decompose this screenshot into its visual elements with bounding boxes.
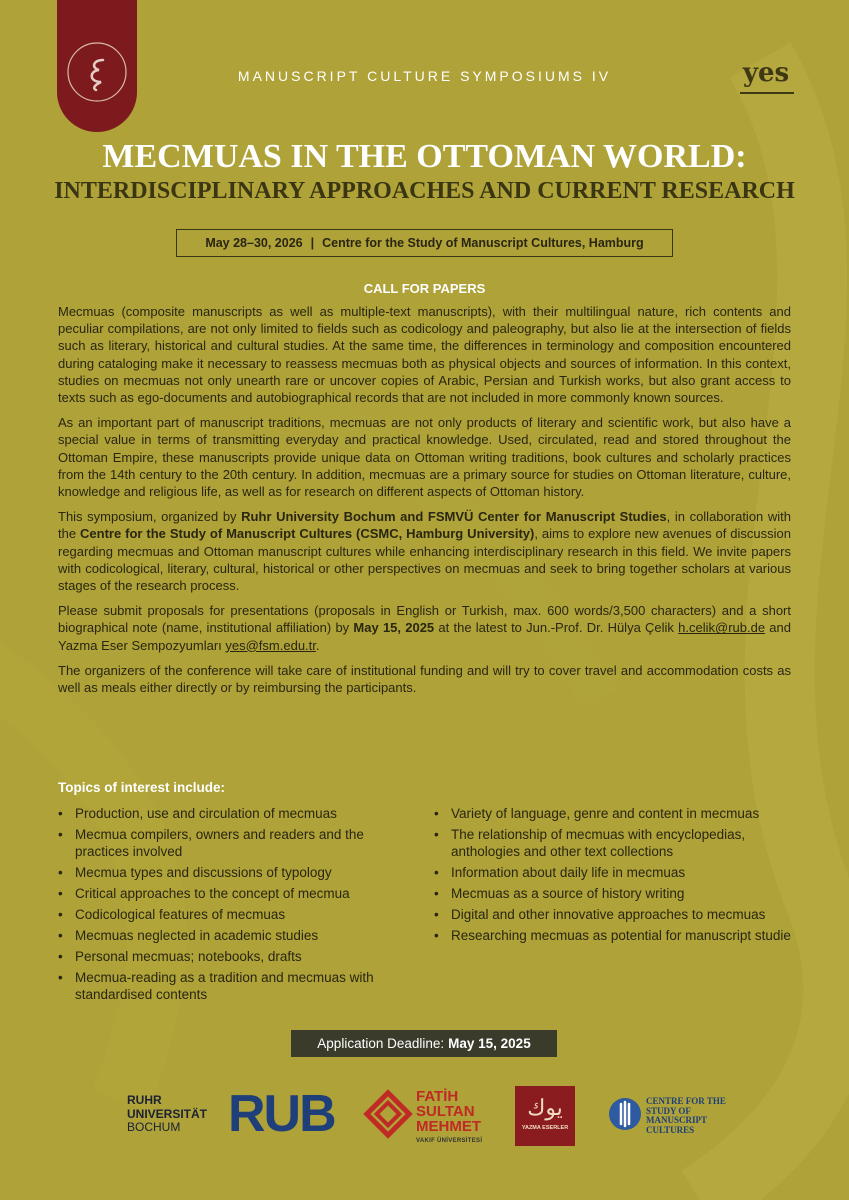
list-item: • Production, use and circulation of mecmuas (58, 805, 406, 822)
application-deadline-badge (291, 1030, 557, 1057)
list-item: • Researching mecmuas as potential for manuscript studie (434, 927, 804, 944)
rub-line1: RUHR (127, 1093, 162, 1107)
event-info-box (176, 229, 673, 257)
topics-list-left (58, 805, 406, 1007)
rub-logo: RUB (228, 1085, 335, 1143)
rub-line3: BOCHUM (127, 1120, 181, 1134)
rub-wordmark-logo (127, 1094, 207, 1135)
csmc-line1: CENTRE FOR THE (646, 1096, 726, 1106)
text-segment: at the latest to Jun.-Prof. Dr. Hülya Çelik (434, 620, 679, 636)
list-item: • Personal mecmuas; notebooks, drafts (58, 948, 406, 965)
csmc-line4: CULTURES (646, 1124, 695, 1135)
text-segment: , in collaboration with the (58, 509, 792, 542)
organizer-csmc: Centre for the Study of Manuscript Cultures (CSMC, Hamburg University) (80, 526, 535, 542)
event-venue: Centre for the Study of Manuscript Cultures, Hamburg (322, 236, 644, 250)
csmc-logo-text (646, 1097, 726, 1135)
list-item: • Mecmuas as a source of history writing (434, 885, 804, 902)
list-item: • Information about daily life in mecmuas (434, 864, 804, 881)
yes-logo: yes (742, 58, 790, 88)
list-item: • Codicological features of mecmuas (58, 906, 406, 923)
email-link-yes[interactable]: yes@fsm.edu.tr (225, 637, 316, 653)
list-item: • Mecmuas neglected in academic studies (58, 927, 406, 944)
event-separator: | (310, 236, 315, 250)
email-link-celik[interactable]: h.celik@rub.de (678, 620, 766, 636)
deadline-label: Application Deadline: (317, 1036, 445, 1051)
fsm-logo-text (416, 1089, 482, 1149)
event-date: May 28–30, 2026 (205, 236, 303, 250)
cfp-heading: CALL FOR PAPERS (363, 281, 486, 296)
paragraph-organizers (58, 508, 791, 594)
csmc-line2: STUDY OF (646, 1105, 691, 1116)
text-segment: and Yazma Eser Sempozyumları (58, 620, 791, 653)
ribbon-badge (57, 0, 137, 132)
body-text (58, 303, 791, 704)
list-item: • Mecmua-reading as a tradition and mecmuas with standardised contents (58, 969, 406, 1003)
list-item: • Mecmua compilers, owners and readers and the practices involved (58, 826, 406, 860)
series-title: MANUSCRIPT CULTURE SYMPOSIUMS IV (237, 68, 612, 84)
submission-deadline: May 15, 2025 (353, 620, 435, 636)
yazma-eserler-logo (515, 1086, 575, 1146)
arabic-calligraphy-icon: ﻳﻮﻙ (527, 1096, 563, 1121)
organizer-rub-fsmvu: Ruhr University Bochum and FSMVÜ Center for Manuscript Studies (241, 509, 667, 525)
text-segment: This symposium, organized by (58, 509, 242, 525)
text-segment: , aims to explore new avenues of discussion regarding mecmuas and Ottoman manuscript cultures while enhancing interdisciplinary research in this field. We invite papers with codicological, literary, cultural, historical or other perspectives on mecmuas and seek to bring together scholars at various stages of the research process. (58, 526, 792, 594)
topics-heading: Topics of interest include: (58, 780, 226, 795)
deadline-date: May 15, 2025 (448, 1036, 531, 1051)
list-item: • Variety of language, genre and content in mecmuas (434, 805, 804, 822)
fsm-line3: MEHMET (416, 1118, 481, 1135)
fsm-line1: FATİH (416, 1088, 459, 1105)
list-item: • Mecmua types and discussions of typology (58, 864, 406, 881)
list-item: • The relationship of mecmuas with encyclopedias, anthologies and other text collections (434, 826, 804, 860)
list-item: • Critical approaches to the concept of mecmua (58, 885, 406, 902)
list-item: • Digital and other innovative approaches to mecmuas (434, 906, 804, 923)
paragraph-submission (58, 602, 791, 654)
csmc-emblem-icon (607, 1096, 643, 1132)
fsm-line4: VAKIF ÜNİVERSİTESİ (416, 1138, 483, 1144)
text-segment: . (315, 637, 320, 653)
ye-label: YAZMA ESERLER (521, 1125, 569, 1131)
paragraph-funding: The organizers of the conference will take care of institutional funding and will try to cover travel and accommodation costs as well as meals either directly or by reimbursing the participants. (58, 662, 791, 696)
topics-list-right (434, 805, 804, 948)
csmc-line3: MANUSCRIPT (646, 1115, 708, 1125)
text-segment: Please submit proposals for presentations (proposals in English or Turkish, max. 600 words/3,500 characters) and a short biographical note (name, institutional affiliation) by (58, 603, 791, 636)
yes-logo-underline (740, 92, 794, 94)
fsm-line2: SULTAN (416, 1103, 475, 1120)
paragraph-intro: Mecmuas (composite manuscripts as well as multiple-text manuscripts), with their multilingual nature, rich contents and peculiar compilations, are not only limited to fields such as codicology and paleography, but also lie at the intersection of fields such as literary, historical and cultural studies. At the same time, the differences in terminology and composition encountered during cataloging make it necessary to reassess mecmuas both as physical objects and sources of information. In this context, studies on mecmuas not only unearth rare or uncover copies of Arabic, Persian and Turkish works, but also grant access to texts such as ego-documents and autobiographical records that are not included in more commonly known sources. (58, 304, 791, 406)
fsm-emblem-icon (363, 1089, 413, 1139)
subtitle: INTERDISCIPLINARY APPROACHES AND CURRENT RESEARCH (54, 178, 795, 204)
main-title: MECMUAS IN THE OTTOMAN WORLD: (102, 138, 747, 175)
paragraph-tradition: As an important part of manuscript traditions, mecmuas are not only products of literary and scientific work, but also have a special value in terms of transmitting everyday and practical knowledge. Used, circulated, read and stored throughout the Ottoman Empire, these manuscripts provide unique data on Ottoman writing traditions, book cultures and scholarly practices from the 14th century to the 20th century. In addition, mecmuas are a primary source for studies on Ottoman literature, culture, knowledge and religious life, as well as for research on different aspects of Ottoman history. (58, 415, 791, 500)
rub-line2: UNIVERSITÄT (127, 1106, 208, 1121)
